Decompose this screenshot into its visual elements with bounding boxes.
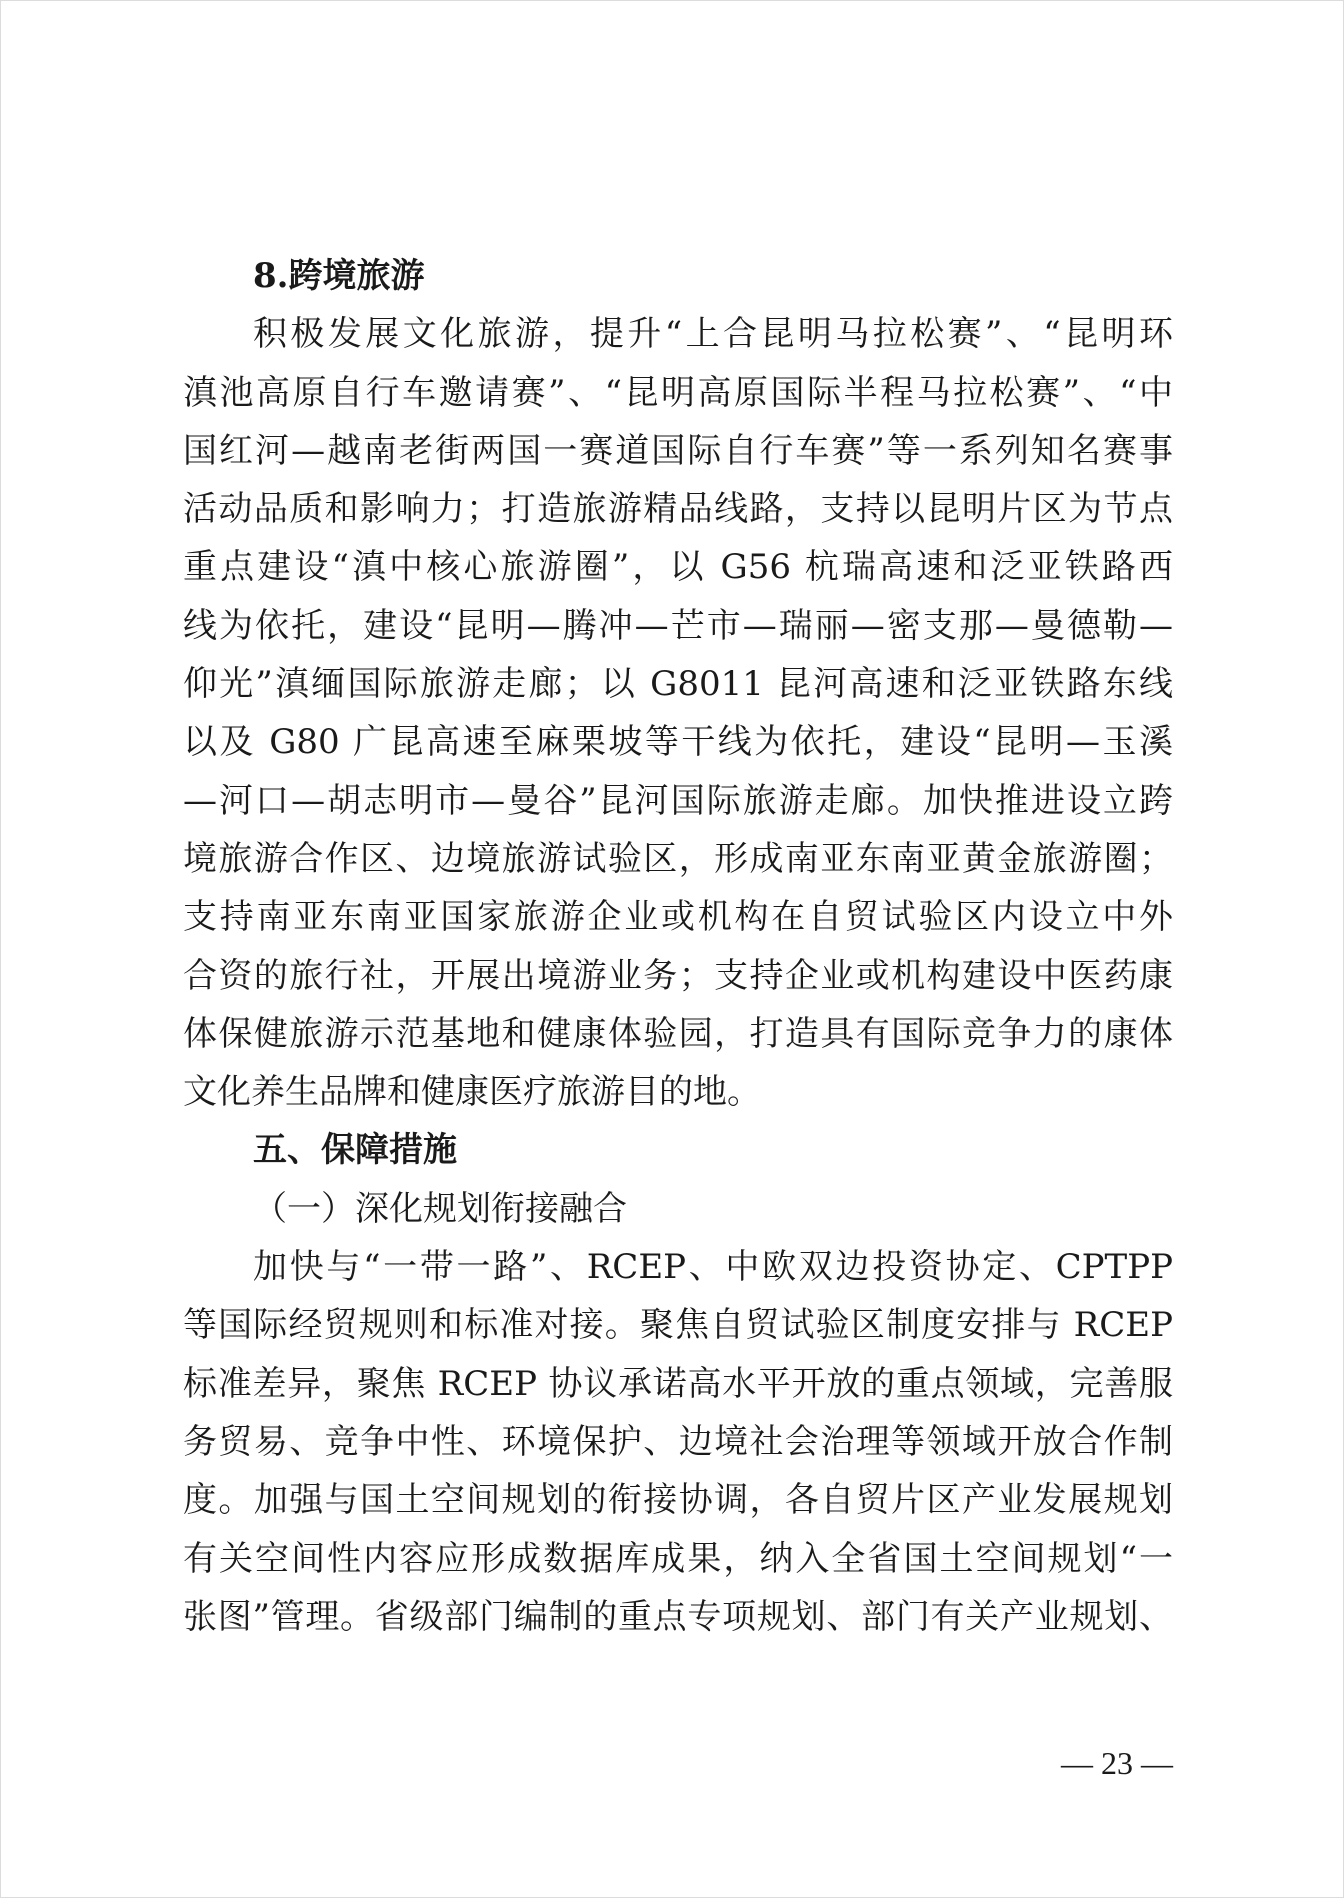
paragraph-line: 文化养生品牌和健康医疗旅游目的地。 [183,1072,761,1113]
paragraph-line: 张图”管理。省级部门编制的重点专项规划、部门有关产业规划、 [183,1596,1173,1637]
page-content [183,247,1173,1646]
paragraph-line: 滇池高原自行车邀请赛”、“昆明高原国际半程马拉松赛”、“中 [183,372,1173,413]
heading-cross-border-tourism: 8.跨境旅游 [253,256,425,296]
paragraph-planning-integration [183,1238,1173,1646]
paragraph-line: 务贸易、竞争中性、环境保护、边境社会治理等领域开放合作制 [183,1421,1173,1462]
paragraph-cross-border-tourism [183,305,1173,1121]
paragraph-line: 重点建设“滇中核心旅游圈”，以 G56 杭瑞高速和泛亚铁路西 [183,547,1173,588]
paragraph-line: 仰光”滇缅国际旅游走廊；以 G8011 昆河高速和泛亚铁路东线 [183,664,1173,705]
paragraph-line: 标准差异，聚焦 RCEP 协议承诺高水平开放的重点领域，完善服 [183,1363,1173,1404]
paragraph-line: 加快与“一带一路”、RCEP、中欧双边投资协定、CPTPP [253,1247,1173,1288]
paragraph-line: 度。加强与国土空间规划的衔接协调，各自贸片区产业发展规划 [183,1480,1173,1521]
paragraph-line: 积极发展文化旅游，提升“上合昆明马拉松赛”、“昆明环 [253,314,1173,355]
paragraph-line: 有关空间性内容应形成数据库成果，纳入全省国土空间规划“一 [183,1538,1173,1579]
section-title-safeguards: 五、保障措施 [253,1130,457,1171]
paragraph-line: 合资的旅行社，开展出境游业务；支持企业或机构建设中医药康 [183,955,1173,996]
paragraph-line: 境旅游合作区、边境旅游试验区，形成南亚东南亚黄金旅游圈； [183,838,1173,879]
paragraph-line: 活动品质和影响力；打造旅游精品线路，支持以昆明片区为节点 [183,489,1173,530]
paragraph-line: 国红河—越南老街两国一赛道国际自行车赛”等一系列知名赛事 [183,430,1173,471]
paragraph-line: 以及 G80 广昆高速至麻栗坡等干线为依托，建设“昆明—玉溪 [183,722,1173,763]
paragraph-line: —河口—胡志明市—曼谷”昆河国际旅游走廊。加快推进设立跨 [183,780,1173,821]
paragraph-line: 线为依托，建设“昆明—腾冲—芒市—瑞丽—密支那—曼德勒— [183,605,1173,646]
subsection-title-planning: （一）深化规划衔接融合 [253,1188,627,1229]
page-number: — 23 — [1061,1745,1173,1781]
paragraph-line: 体保健旅游示范基地和健康体验园，打造具有国际竞争力的康体 [183,1013,1173,1054]
paragraph-line: 等国际经贸规则和标准对接。聚焦自贸试验区制度安排与 RCEP [183,1305,1173,1346]
paragraph-line: 支持南亚东南亚国家旅游企业或机构在自贸试验区内设立中外 [183,897,1173,938]
